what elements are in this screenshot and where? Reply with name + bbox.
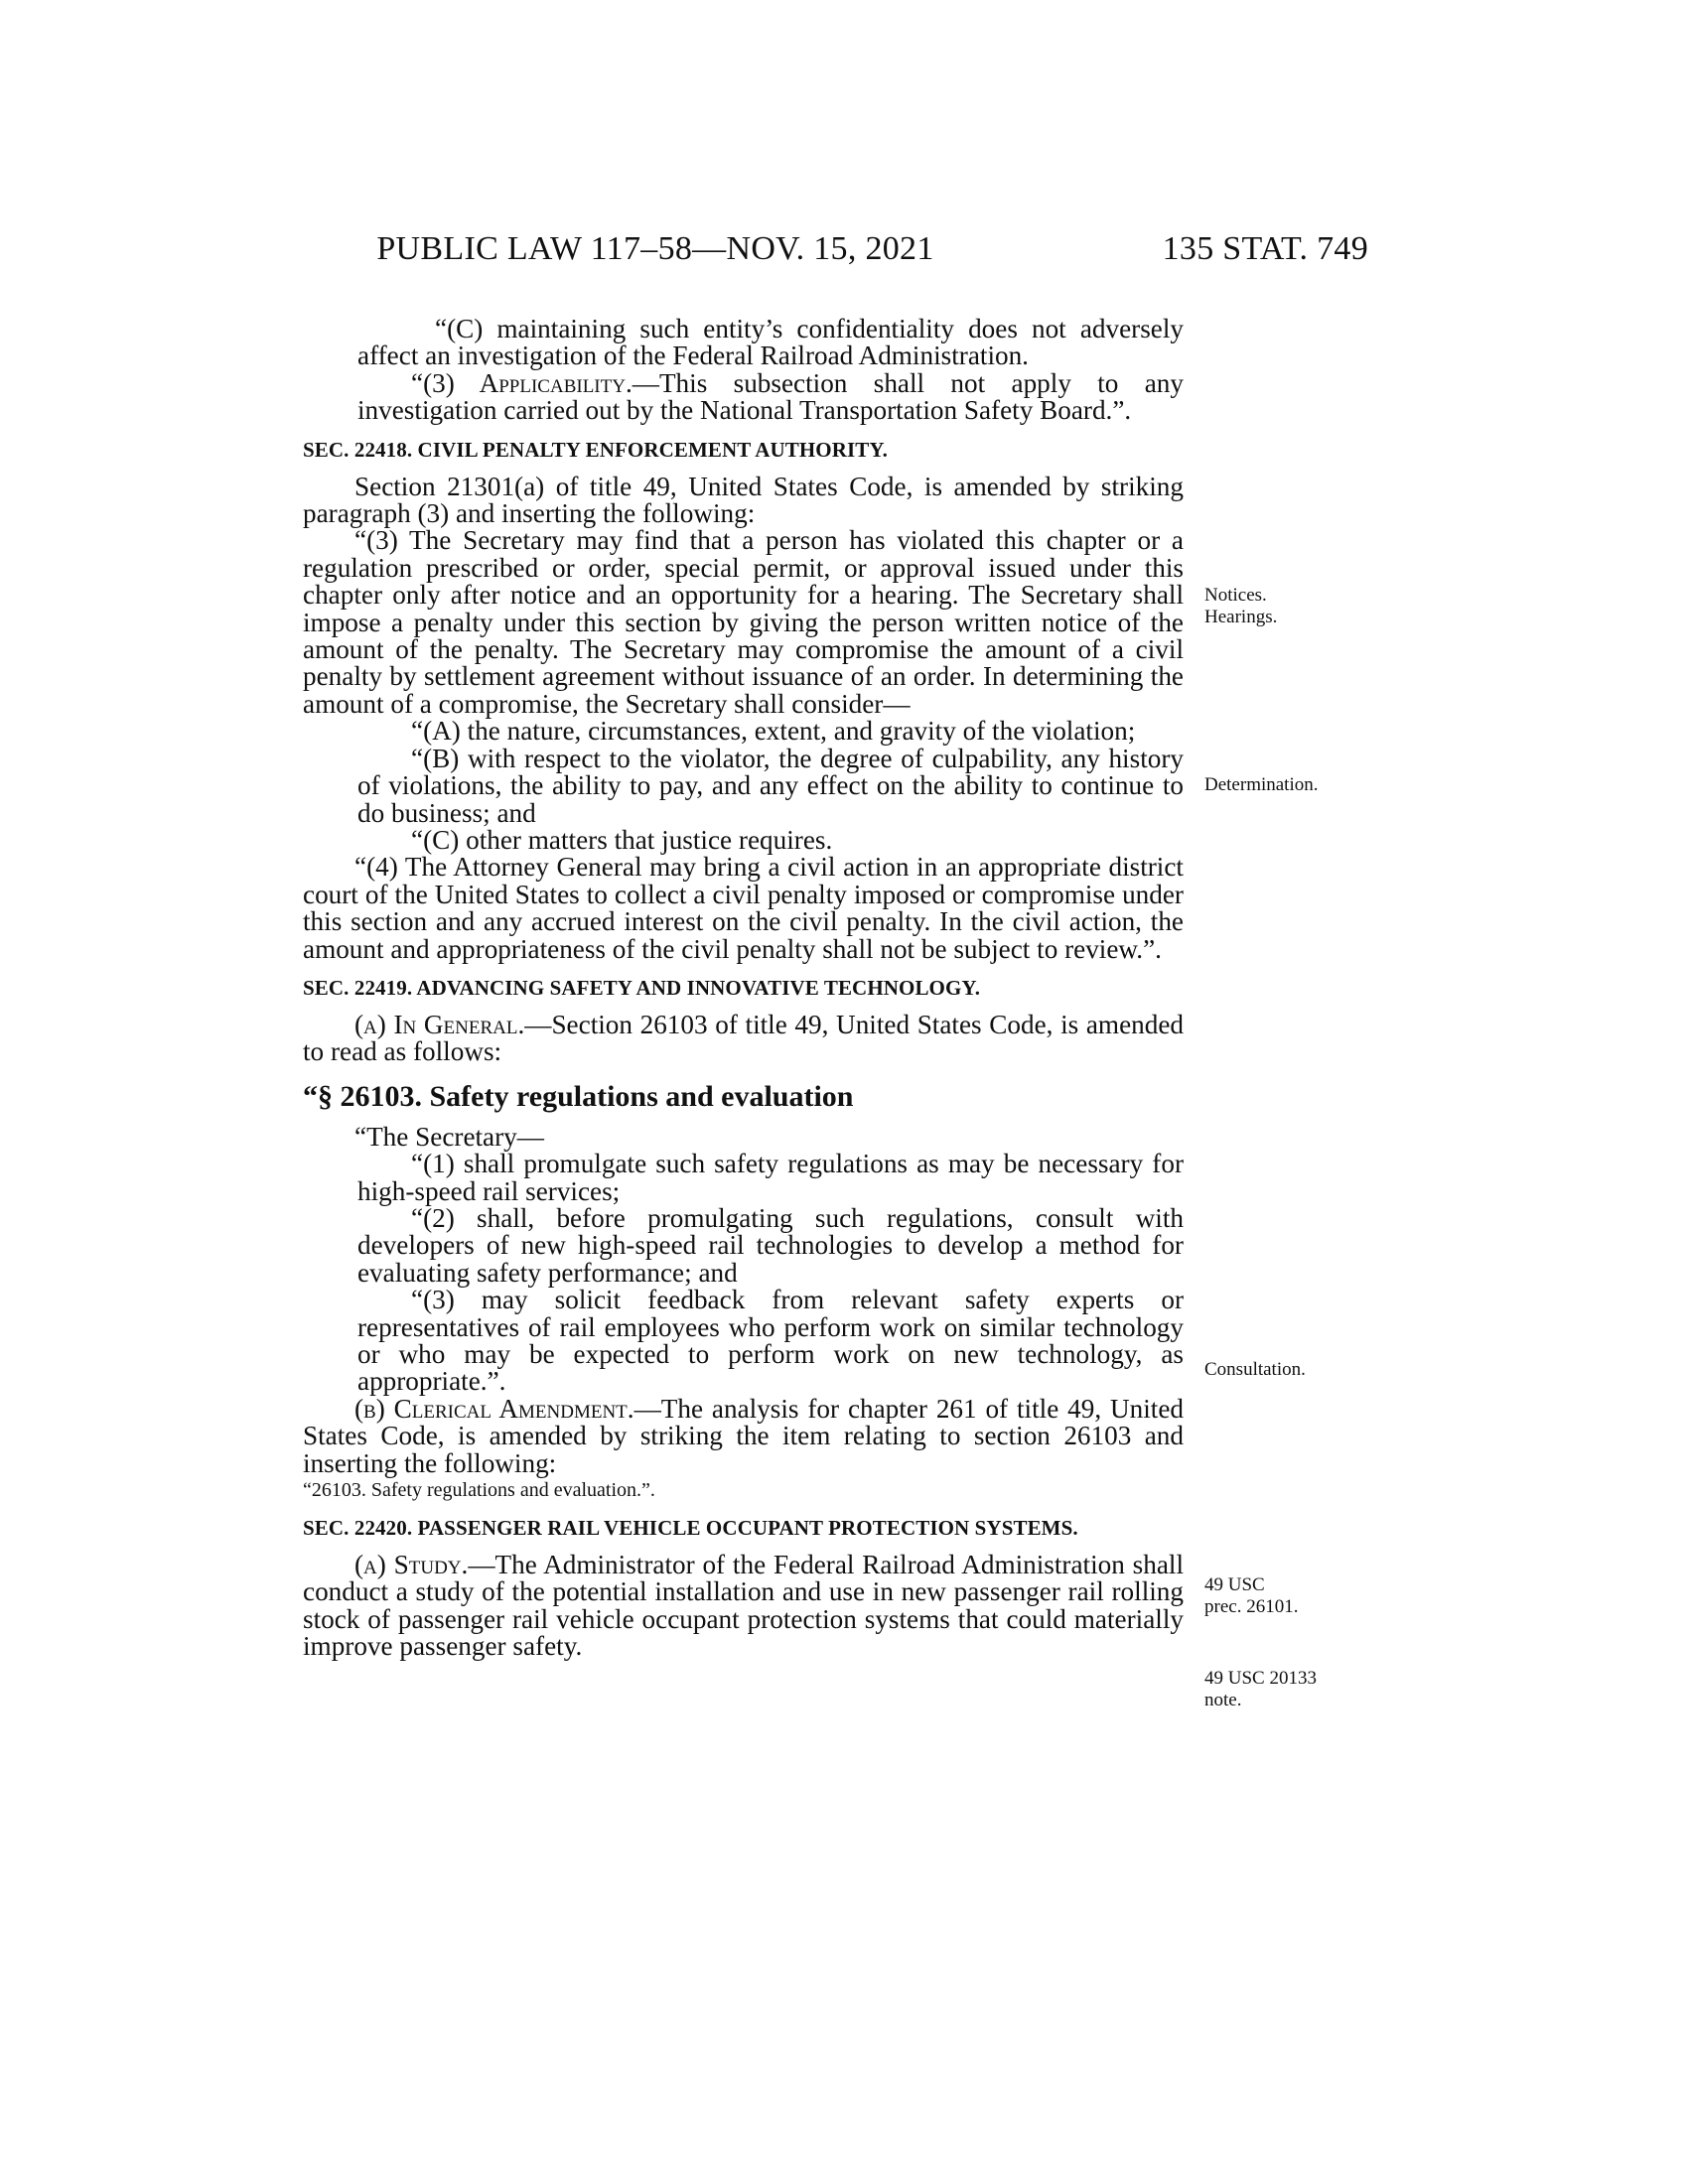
paragraph-text: —Section 26103 of title 49, United States Code, is amended to read as follows: xyxy=(303,1009,1184,1067)
margin-note-usc-49-line1: 49 USC xyxy=(1204,1574,1265,1595)
margin-note-determination: Determination. xyxy=(1204,774,1319,795)
margin-note-usc-49-line2: prec. 26101. xyxy=(1204,1596,1299,1617)
margin-note-notices: Notices. xyxy=(1204,585,1267,606)
margin-note-hearings: Hearings. xyxy=(1204,607,1278,627)
paragraph-a-nature: “(A) the nature, circumstances, extent, and gravity of the violation; xyxy=(411,716,1136,747)
paragraph-a-in-general xyxy=(303,1009,1184,1067)
paragraph-c-confidentiality: “(C) maintaining such entity’s confidentiality does not adversely affect an investigation of the Federal Railroad Administration. xyxy=(357,314,1184,371)
paragraph-2-consult: “(2) shall, before promulgating such regulations, consult with developers of new high-speed rail technologies to develop a method for evaluating safety performance; and xyxy=(357,1202,1184,1288)
paragraph-label: “(3) Applicability. xyxy=(411,367,633,398)
paragraph-text: —This subsection shall not apply to any investigation carried out by the National Transportation Safety Board.”. xyxy=(357,367,1184,426)
paragraph-3-applicability xyxy=(303,367,1184,426)
section-heading-22420: SEC. 22420. PASSENGER RAIL VEHICLE OCCUPANT PROTECTION SYSTEMS. xyxy=(303,1516,1078,1541)
clerical-item-26103: “26103. Safety regulations and evaluation.”. xyxy=(303,1479,655,1502)
paragraph-c-other-matters: “(C) other matters that justice requires. xyxy=(411,824,833,855)
paragraph-4-attorney-general: “(4) The Attorney General may bring a civil action in an appropriate district court of the United States to collect a civil penalty imposed or compromise under this section and any accrued interest on the civil penalty. In the civil action, the amount and appropriateness of the civil penalty shall not be subject to review.”. xyxy=(303,852,1184,964)
paragraph-the-secretary: “The Secretary— xyxy=(354,1121,544,1152)
section-heading-22418: SEC. 22418. CIVIL PENALTY ENFORCEMENT AUTHORITY. xyxy=(303,437,889,462)
paragraph-label: (a) Study. xyxy=(354,1550,469,1580)
paragraph-1-promulgate: “(1) shall promulgate such safety regulations as may be necessary for high-speed rail services; xyxy=(357,1149,1184,1206)
paragraph-3-secretary: “(3) The Secretary may find that a person has violated this chapter or a regulation prescribed or order, special permit, or approval issued under this chapter only after notice and an opportunity for a hearing. The Secretary shall impose a penalty under this section by giving the person written notice of the amount of the penalty. The Secretary may compromise the amount of a civil penalty by settlement agreement without issuance of an order. In determining the amount of a compromise, the Secretary shall consider— xyxy=(303,525,1184,719)
running-header-title: PUBLIC LAW 117–58—NOV. 15, 2021 xyxy=(376,230,934,267)
section-heading-22419: SEC. 22419. ADVANCING SAFETY AND INNOVATIVE TECHNOLOGY. xyxy=(303,975,981,1000)
margin-note-consultation: Consultation. xyxy=(1204,1359,1306,1380)
paragraph-section-21301: Section 21301(a) of title 49, United States Code, is amended by striking paragraph (3) and inserting the following: xyxy=(303,471,1184,529)
paragraph-3-feedback: “(3) may solicit feedback from relevant safety experts or representatives of rail employees who perform work on similar technology or who may be expected to perform work on new technology, as appropriate.”. xyxy=(357,1285,1184,1397)
paragraph-text: —The Administrator of the Federal Railroad Administration shall conduct a study of the potential installation and use in new passenger rail rolling stock of passenger rail vehicle occupant protection systems that could materially improve passenger safety. xyxy=(303,1550,1185,1662)
paragraph-b-violator: “(B) with respect to the violator, the degree of culpability, any history of violations, the ability to pay, and any effect on the ability to continue to do business; and xyxy=(357,743,1184,828)
margin-note-usc-20133-line2: note. xyxy=(1204,1690,1242,1710)
page-number: 135 STAT. 749 xyxy=(1162,230,1368,267)
paragraph-text: —The analysis for chapter 261 of title 49, United States Code, is amended by striking the item relating to section 26103 and inserting the following: xyxy=(303,1393,1184,1478)
margin-note-usc-20133-line1: 49 USC 20133 xyxy=(1204,1668,1317,1689)
paragraph-b-clerical-amendment xyxy=(303,1393,1184,1478)
document-body xyxy=(303,316,1184,1661)
heading-26103: “§ 26103. Safety regulations and evaluation xyxy=(303,1079,854,1113)
paragraph-a-study xyxy=(303,1552,1184,1661)
paragraph-label: (b) Clerical Amendment. xyxy=(354,1393,634,1424)
paragraph-label: (a) In General. xyxy=(354,1009,525,1039)
